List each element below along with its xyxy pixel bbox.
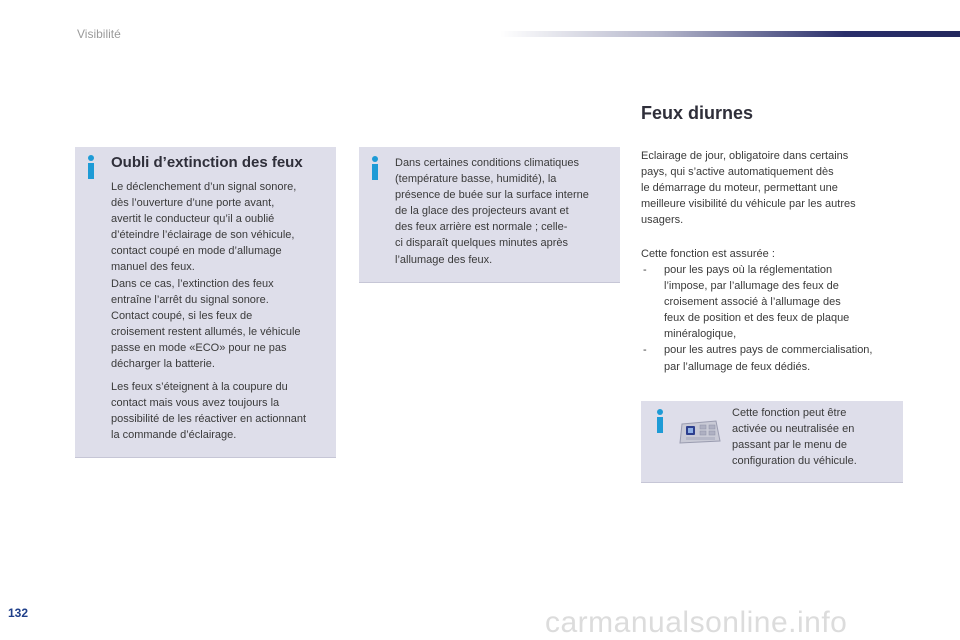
info-icon [85,155,97,179]
section-title: Visibilité [77,27,121,41]
header-bar [500,31,960,37]
list-item [641,342,903,374]
page-number: 132 [8,606,29,620]
control-panel-icon [676,419,722,445]
box-paragraph: Les feux s’éteignent à la coupure du contact mais vous avez toujours la possibilité de les réactiver en actionnant la commande d’éclairage. [111,381,307,442]
box-paragraph: Le déclenchement d’un signal sonore, dès l’ouverture d’une porte avant, avertit le conducteur qu’il a oublié d’éteindre l’éclairage de son véhicule, contact coupé en mode d’allumage manuel des feux. Dans ce cas, l’extinction des feux entraîne l’arrêt du signal sonore. Contact coupé, si les feux de croisement restent allumés, le véhicule passe en mode «ECO» pour ne pas décharger la batterie. [111,181,301,371]
box-text: Dans certaines conditions climatiques (température basse, humidité), la présence de buée sur la surface interne de la glace des projecteurs avant et des feux arrière est normale ; celle- ci disparaît quelques minutes après l’allumage des feux. [395,157,589,266]
daytime-list [641,262,903,375]
list-dash: - [643,264,647,276]
list-item-text: pour les pays où la réglementation l’impose, par l’allumage des feux de croisement associé à l’allumage des feux de position et des feux de plaque minéralogique, [664,264,850,341]
info-icon [654,409,666,433]
daytime-lights-title: Feux diurnes [641,103,754,123]
info-icon [369,156,381,180]
info-box-condensation [359,147,620,283]
watermark: carmanualsonline.info [545,606,848,639]
info-box-configuration [641,401,903,483]
list-item-text: pour les autres pays de commercialisation, par l’allumage de feux dédiés. [664,344,873,373]
info-box-lights-forgotten [75,147,336,458]
daytime-lead: Cette fonction est assurée : [641,248,775,260]
daytime-intro: Eclairage de jour, obligatoire dans certains pays, qui s’active automatiquement dès le démarrage du moteur, permettant une meilleure visibilité du véhicule par les autres usagers. [641,150,856,227]
list-dash: - [643,344,647,357]
box-text: Cette fonction peut être activée ou neutralisée en passant par le menu de configuration du véhicule. [732,407,857,468]
box-title: Oubli d’extinction des feux [111,154,303,171]
list-item [641,262,903,342]
